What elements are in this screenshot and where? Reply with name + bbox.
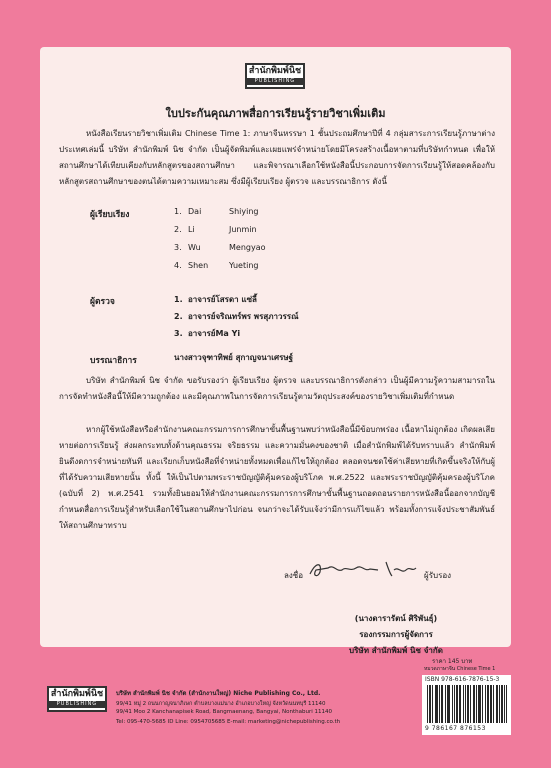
footer-company: บริษัท สำนักพิมพ์ นิช จำกัด (สำนักงานใหญ่) Niche Publishing Co., Ltd. [116,690,321,697]
author-first-name: Shen [188,261,209,270]
certifier-label: ผู้รับรอง [424,571,452,580]
intro-paragraph: หนังสือเรียนรายวิชาเพิ่มเติม Chinese Time 1: ภาษาจีนหรรษา 1 ชั้นประถมศึกษาปีที่ 4 กลุ่มสาระการเรียนรู้ภาษาต่างประเทศเล่มนี้ บริษัท สำนักพิมพ์ นิช จำกัด เป็นผู้จัดพิมพ์และเผยแพร่จำหน่ายโดยมีโครงสร้างเนื้อหาตามที่บริษัทกำหนด เพื่อให้สถานศึกษาได้เทียบเคียงกับหลักสูตรของสถานศึกษา และพิจารณาเลือกใช้หนังสือนี้ประกอบการจัดการเรียนรู้ให้สอดคล้องกับหลักสูตรสถานศึกษาของตนได้ตามความเหมาะสม ซึ่งมีผู้เรียบเรียง ผู้ตรวจ และบรรณาธิการ ดังนี้ [59,129,495,186]
author-first-name: Wu [188,243,201,252]
footer-address-en: 99/41 Moo 2 Kanchanapisek Road, Bangmaenang, Bangyai, Nonthaburi 11140 [116,709,332,715]
author-number: 2. [174,225,182,234]
sign-label: ลงชื่อ [284,571,304,580]
signer-company: บริษัท สำนักพิมพ์ นิช จำกัด [349,646,443,655]
footer-contact: Tel: 095-470-5685 ID Line: 0954705685 E-mail: marketing@nichepublishing.co.th [116,719,341,725]
author-row [174,260,258,272]
reviewer-number: 2. [174,312,183,321]
reviewer-row [174,328,240,340]
reviewer-name: อาจารย์โสรดา แซ่ลี้ [188,295,257,304]
author-last-name: Mengyao [229,243,266,252]
reviewer-row [174,294,257,306]
reviewer-number: 1. [174,295,183,304]
reviewers-label: ผู้ตรวจ [90,297,115,307]
signer-name: (นางดารารัตน์ ศิริพันธุ์) [354,614,438,623]
author-row [174,224,257,236]
editor-name: นางสาวจุฑาทิพย์ สุกาญจนาเศรษฐ์ [174,353,294,362]
author-number: 1. [174,207,182,216]
author-row [174,242,266,254]
author-first-name: Dai [188,207,202,216]
barcode-number: 9 786167 876153 [425,725,486,732]
author-first-name: Li [188,225,195,234]
reviewer-name: อาจารย์Ma Yi [188,329,241,338]
authors-label: ผู้เรียบเรียง [90,210,130,220]
liability-paragraph: หากผู้ใช้หนังสือหรือสำนักงานคณะกรรมการการศึกษาขั้นพื้นฐานพบว่าหนังสือนี้มีข้อบกพร่อง เนื้อหาไม่ถูกต้อง เกิดผลเสียหายต่อการเรียนรู้ ส่งผลกระทบทั้งด้านคุณธรรม จริยธรรม และความมั่นคงของชาติ เมื่อสำนักพิมพ์ได้รับทราบแล้ว สำนักพิมพ์ยินดีงดการจำหน่ายทันที และเรียกเก็บหนังสือที่จำหน่ายทั้งหมดเพื่อแก้ไขให้ถูกต้อง ตลอดจนชดใช้ค่าเสียหายที่เกิดขึ้นจริงให้กับผู้ที่ได้รับความเสียหายนั้น ทั้งนี้ ให้เป็นไปตามพระราชบัญญัติคุ้มครองผู้บริโภค พ.ศ.2522 และพระราชบัญญัติคุ้มครองผู้บริโภค (ฉบับที่ 2) พ.ศ.2541 รวมทั้งยินยอมให้สำนักงานคณะกรรมการการศึกษาขั้นพื้นฐานถอดถอนรายการหนังสือนี้ออกจากบัญชีกำหนดสื่อการเรียนรู้สำหรับเลือกใช้ในสถานศึกษาไปก่อน จนกว่าจะได้รับแจ้งว่ามีการแก้ไขแล้ว พร้อมทั้งการแจ้งประชาสัมพันธ์ให้สถานศึกษาทราบ [59,425,495,530]
reviewer-name: อาจารย์จริณทร์พร พรสุภาวรรณ์ [188,312,299,321]
barcode [426,685,508,723]
author-number: 3. [174,243,182,252]
barcode-area [422,675,511,735]
signer-position: รองกรรมการผู้จัดการ [359,630,433,639]
footer-address-th: 99/41 หมู่ 2 ถนนกาญจนาภิเษก ตำบลบางแม่นาง อำเภอบางใหญ่ จังหวัดนนทบุรี 11140 [116,701,326,707]
publisher-logo: สำนักพิมพ์นิช PUBLISHING [245,63,305,89]
signature-image [306,558,418,582]
author-last-name: Yueting [229,261,259,270]
footer-publisher-logo: สำนักพิมพ์นิช PUBLISHING [47,686,107,712]
page-title: ใบประกันคุณภาพสื่อการเรียนรู้รายวิชาเพิ่มเติม [165,107,386,120]
isbn-text: ISBN 978-616-7876-15-3 [425,676,500,683]
certification-paragraph: บริษัท สำนักพิมพ์ นิช จำกัด ขอรับรองว่า ผู้เรียบเรียง ผู้ตรวจ และบรรณาธิการดังกล่าว เป็นผู้มีความรู้ความสามารถในการจัดทำหนังสือนี้ให้มีความถูกต้อง และมีคุณภาพในการจัดการเรียนรู้ตามวัตถุประสงค์ของรายวิชาเพิ่มเติมที่กำหนด [59,376,495,401]
reviewer-number: 3. [174,329,183,338]
author-row [174,206,258,218]
author-number: 4. [174,261,182,270]
author-last-name: Shiying [229,207,259,216]
reviewer-row [174,311,299,323]
author-last-name: Junmin [229,225,257,234]
price-label: ราคา 145 บาท [432,658,473,665]
category-code: หมวดภาษาจีน Chinese Time 1 [424,666,496,672]
editor-label: บรรณาธิการ [90,356,137,366]
